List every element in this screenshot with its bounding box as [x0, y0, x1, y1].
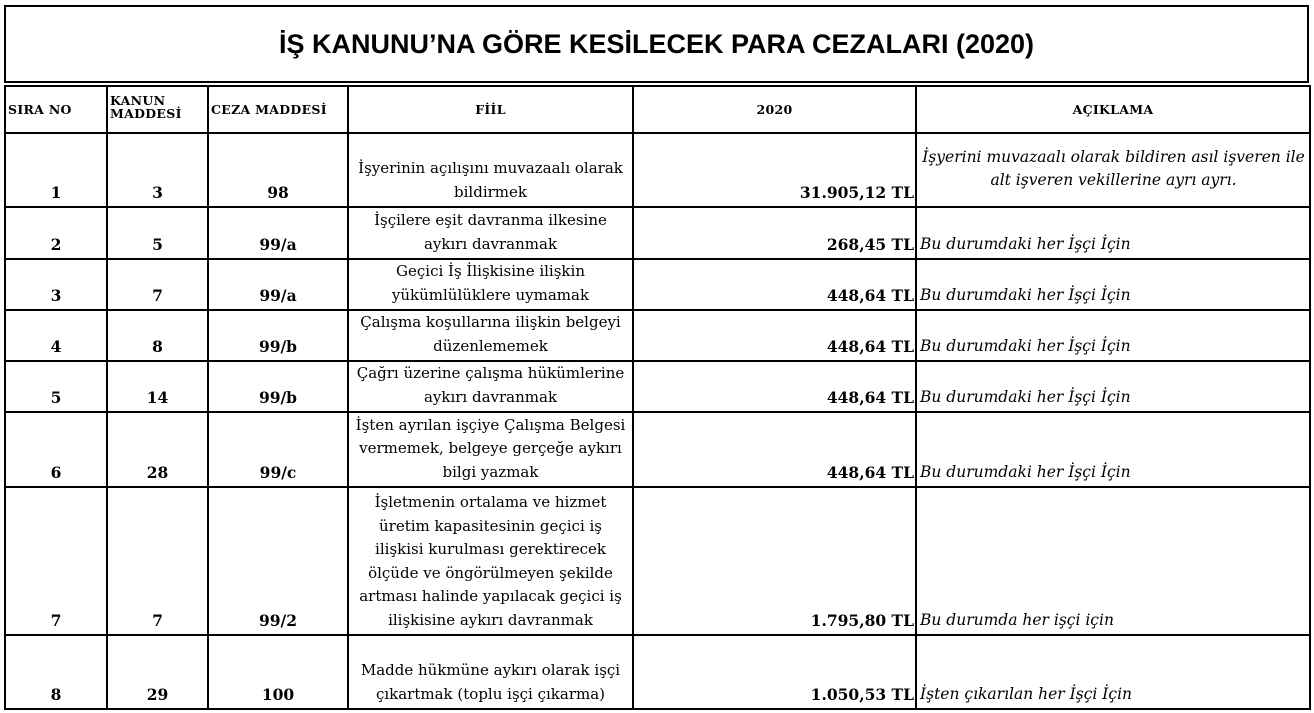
fiil-line: düzenlememek: [433, 336, 548, 355]
table-row: [5, 635, 1310, 709]
fiil-line: Çağrı üzerine çalışma hükümlerine: [356, 364, 625, 382]
header-kanun-top: KANUN: [110, 92, 166, 108]
cell-ceza-maddesi: 99/c: [208, 412, 348, 487]
aciklama-line: Bu durumda her işçi için: [920, 611, 1114, 629]
cell-fiil: [348, 635, 633, 709]
fiil-line: vermemek, belgeye gerçeğe aykırı: [359, 439, 622, 457]
cell-aciklama: [916, 133, 1310, 207]
cell-sira-no: 8: [5, 635, 107, 709]
aciklama-line: Bu durumdaki her İşçi İçin: [920, 235, 1131, 253]
cell-sira-no: 3: [5, 259, 107, 310]
aciklama-line: Bu durumdaki her İşçi İçin: [920, 286, 1131, 304]
cell-aciklama: [916, 361, 1310, 412]
cell-amount: 1.795,80 TL: [633, 487, 916, 635]
fiil-line: İşten ayrılan işçiye Çalışma Belgesi: [355, 415, 626, 434]
fiil-line: aykırı davranmak: [423, 387, 558, 406]
cell-kanun-maddesi: 5: [107, 207, 208, 259]
table-row: [5, 133, 1310, 207]
fiil-line: Geçici İş İlişkisine ilişkin: [396, 262, 585, 280]
cell-amount: 448,64 TL: [633, 361, 916, 412]
cell-aciklama: [916, 310, 1310, 361]
fiil-line: ilişkisine aykırı davranmak: [388, 610, 593, 629]
cell-fiil: [348, 487, 633, 635]
table-row: [5, 207, 1310, 259]
spreadsheet: [2, 2, 1311, 711]
fiil-line: bilgi yazmak: [442, 462, 539, 481]
header-fiil: FİİL: [348, 86, 633, 133]
cell-sira-no: 5: [5, 361, 107, 412]
cell-kanun-maddesi: 14: [107, 361, 208, 412]
cell-sira-no: 1: [5, 133, 107, 207]
cell-sira-no: 7: [5, 487, 107, 635]
fiil-line: ölçüde ve öngörülmeyen şekilde: [368, 563, 613, 582]
fiil-line: yükümlülüklere uymamak: [391, 285, 590, 304]
fiil-line: İşçilere eşit davranma ilkesine: [374, 211, 607, 229]
aciklama-line: alt işveren vekillerine ayrı ayrı.: [990, 171, 1237, 189]
cell-sira-no: 2: [5, 207, 107, 259]
table-row: [5, 259, 1310, 310]
cell-fiil: [348, 259, 633, 310]
cell-kanun-maddesi: 29: [107, 635, 208, 709]
cell-amount: 268,45 TL: [633, 207, 916, 259]
cell-kanun-maddesi: 28: [107, 412, 208, 487]
cell-amount: 1.050,53 TL: [633, 635, 916, 709]
page-title: İŞ KANUNU’NA GÖRE KESİLECEK PARA CEZALARI (2020): [4, 5, 1309, 83]
fiil-line: artması halinde yapılacak geçici iş: [359, 587, 622, 605]
table-row: [5, 412, 1310, 487]
cell-amount: 31.905,12 TL: [633, 133, 916, 207]
fiil-line: Madde hükmüne aykırı olarak işçi: [360, 661, 621, 679]
cell-aciklama: [916, 487, 1310, 635]
cell-kanun-maddesi: 7: [107, 259, 208, 310]
fiil-line: aykırı davranmak: [423, 234, 558, 253]
cell-ceza-maddesi: 99/b: [208, 361, 348, 412]
table-row: [5, 487, 1310, 635]
aciklama-line: Bu durumdaki her İşçi İçin: [920, 388, 1131, 406]
fiil-line: İşyerinin açılışını muvazaalı olarak: [358, 159, 623, 177]
cell-ceza-maddesi: 100: [208, 635, 348, 709]
cell-fiil: [348, 207, 633, 259]
header-row: [5, 86, 1310, 133]
aciklama-line: İşten çıkarılan her İşçi İçin: [920, 685, 1133, 703]
cell-fiil: [348, 361, 633, 412]
cell-aciklama: [916, 635, 1310, 709]
fiil-line: ilişkisi kurulması gerektirecek: [375, 540, 606, 558]
cell-amount: 448,64 TL: [633, 412, 916, 487]
header-ceza-maddesi: CEZA MADDESİ: [208, 86, 348, 133]
cell-fiil: [348, 412, 633, 487]
fiil-line: bildirmek: [454, 182, 527, 201]
aciklama-line: Bu durumdaki her İşçi İçin: [920, 337, 1131, 355]
header-kanun-maddesi: [107, 86, 208, 133]
cell-aciklama: [916, 259, 1310, 310]
cell-kanun-maddesi: 7: [107, 487, 208, 635]
cell-kanun-maddesi: 3: [107, 133, 208, 207]
cell-kanun-maddesi: 8: [107, 310, 208, 361]
cell-amount: 448,64 TL: [633, 310, 916, 361]
cell-sira-no: 6: [5, 412, 107, 487]
cell-fiil: [348, 310, 633, 361]
cell-ceza-maddesi: 99/a: [208, 207, 348, 259]
header-sira-no: SIRA NO: [5, 86, 107, 133]
cell-fiil: [348, 133, 633, 207]
cell-ceza-maddesi: 99/b: [208, 310, 348, 361]
penalty-table: [4, 85, 1311, 710]
cell-sira-no: 4: [5, 310, 107, 361]
header-kanun-bottom: MADDESİ: [110, 105, 182, 121]
cell-aciklama: [916, 207, 1310, 259]
table-row: [5, 361, 1310, 412]
cell-ceza-maddesi: 98: [208, 133, 348, 207]
fiil-line: İşletmenin ortalama ve hizmet: [374, 493, 607, 511]
aciklama-line: Bu durumdaki her İşçi İçin: [920, 463, 1131, 481]
cell-amount: 448,64 TL: [633, 259, 916, 310]
header-year: 2020: [633, 86, 916, 133]
table-row: [5, 310, 1310, 361]
fiil-line: üretim kapasitesinin geçici iş: [378, 516, 603, 535]
header-aciklama: AÇIKLAMA: [916, 86, 1310, 133]
cell-ceza-maddesi: 99/a: [208, 259, 348, 310]
aciklama-line: İşyerini muvazaalı olarak bildiren asıl işveren ile: [922, 148, 1305, 166]
fiil-line: çıkartmak (toplu işçi çıkarma): [375, 684, 606, 703]
fiil-line: Çalışma koşullarına ilişkin belgeyi: [360, 313, 621, 331]
cell-aciklama: [916, 412, 1310, 487]
cell-ceza-maddesi: 99/2: [208, 487, 348, 635]
